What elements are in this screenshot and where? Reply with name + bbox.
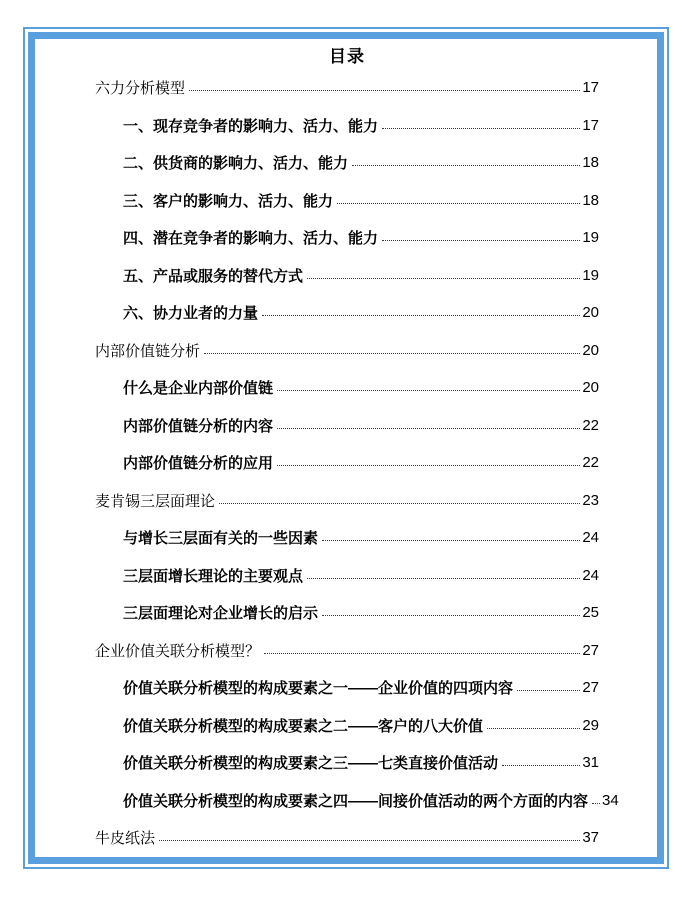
dot-leader [322, 615, 580, 616]
toc-entry[interactable] [95, 482, 599, 520]
toc-entry[interactable] [95, 219, 599, 257]
dot-leader [487, 728, 580, 729]
toc-entry[interactable] [95, 69, 599, 107]
dot-leader [307, 278, 580, 279]
dot-leader [189, 90, 580, 91]
dot-leader [592, 803, 600, 804]
toc-entry-page-number: 31 [582, 754, 599, 772]
dot-leader [517, 690, 580, 691]
toc-entry-page-number: 24 [582, 566, 599, 584]
toc-title: 目录 [329, 47, 365, 66]
toc-entry-label[interactable]: 价值关联分析模型的构成要素之三——七类直接价值活动 [123, 755, 499, 773]
toc-entry-label[interactable]: 什么是企业内部价值链 [123, 380, 274, 398]
toc-entry-page-number: 17 [582, 116, 599, 134]
toc-entry-label[interactable]: 与增长三层面有关的一些因素 [123, 530, 319, 548]
toc-entry-page-number: 22 [582, 454, 599, 472]
dot-leader [204, 353, 580, 354]
toc-list [95, 69, 619, 857]
dot-leader [159, 840, 580, 841]
toc-entry[interactable] [95, 182, 599, 220]
toc-entry-label[interactable]: 四、潜在竞争者的影响力、活力、能力 [123, 230, 379, 248]
dot-leader [277, 390, 580, 391]
dot-leader [382, 128, 580, 129]
toc-entry[interactable] [95, 332, 599, 370]
toc-entry-page-number: 24 [582, 529, 599, 547]
toc-entry[interactable] [95, 594, 599, 632]
dot-leader [502, 765, 580, 766]
toc-entry[interactable] [95, 107, 599, 145]
toc-entry[interactable] [95, 632, 599, 670]
dot-leader [337, 203, 580, 204]
toc-entry-page-number: 20 [582, 304, 599, 322]
toc-entry-label[interactable]: 五、产品或服务的替代方式 [123, 267, 304, 285]
toc-entry-label[interactable]: 麦肯锡三层面理论 [95, 492, 216, 510]
toc-entry[interactable] [95, 144, 599, 182]
dot-leader [307, 578, 580, 579]
toc-entry[interactable] [95, 444, 599, 482]
toc-entry-label[interactable]: 六力分析模型 [95, 80, 186, 98]
toc-entry-page-number: 22 [582, 416, 599, 434]
toc-entry[interactable] [95, 782, 619, 820]
toc-entry[interactable] [95, 519, 599, 557]
toc-entry-label[interactable]: 一、现存竞争者的影响力、活力、能力 [123, 117, 379, 135]
dot-leader [322, 540, 580, 541]
dot-leader [262, 315, 580, 316]
toc-entry[interactable] [95, 407, 599, 445]
toc-entry-label[interactable]: 价值关联分析模型的构成要素之四——间接价值活动的两个方面的内容 [123, 792, 589, 810]
toc-entry-page-number: 17 [582, 79, 599, 97]
toc-entry[interactable] [95, 819, 599, 857]
toc-entry-page-number: 18 [582, 154, 599, 172]
toc-entry-page-number: 23 [582, 491, 599, 509]
toc-entry-page-number: 29 [582, 716, 599, 734]
toc-entry[interactable] [95, 669, 599, 707]
toc-entry-label[interactable]: 价值关联分析模型的构成要素之一——企业价值的四项内容 [123, 680, 514, 698]
toc-entry-page-number: 34 [602, 791, 619, 809]
toc-entry-label[interactable]: 企业价值关联分析模型？ [95, 642, 261, 660]
toc-entry-label[interactable]: 三层面理论对企业增长的启示 [123, 605, 319, 623]
toc-entry-label[interactable]: 三层面增长理论的主要观点 [123, 567, 304, 585]
toc-entry[interactable] [95, 744, 599, 782]
toc-entry-page-number: 25 [582, 604, 599, 622]
toc-entry-page-number: 19 [582, 229, 599, 247]
toc-entry-page-number: 18 [582, 191, 599, 209]
toc-entry[interactable] [95, 294, 599, 332]
toc-entry-page-number: 20 [582, 341, 599, 359]
toc-entry[interactable] [95, 369, 599, 407]
toc-entry-page-number: 20 [582, 379, 599, 397]
toc-entry-page-number: 37 [582, 829, 599, 847]
document-page [23, 27, 669, 869]
toc-entry-label[interactable]: 三、客户的影响力、活力、能力 [123, 192, 334, 210]
toc-entry-label[interactable]: 内部价值链分析的内容 [123, 417, 274, 435]
dot-leader [219, 503, 580, 504]
toc-entry[interactable] [95, 257, 599, 295]
toc-entry-label[interactable]: 六、协力业者的力量 [123, 305, 259, 323]
toc-entry-label[interactable]: 二、供货商的影响力、活力、能力 [123, 155, 349, 173]
toc-entry-label[interactable]: 价值关联分析模型的构成要素之二——客户的八大价值 [123, 717, 484, 735]
page-border-frame [28, 32, 664, 864]
dot-leader [277, 465, 580, 466]
toc-entry-page-number: 27 [582, 679, 599, 697]
toc-entry-label[interactable]: 内部价值链分析 [95, 342, 201, 360]
toc-entry[interactable] [95, 557, 599, 595]
dot-leader [264, 653, 580, 654]
dot-leader [277, 428, 580, 429]
toc-entry[interactable] [95, 707, 599, 745]
dot-leader [352, 165, 580, 166]
toc-entry-label[interactable]: 牛皮纸法 [95, 830, 156, 848]
dot-leader [382, 240, 580, 241]
toc-entry-page-number: 19 [582, 266, 599, 284]
toc-entry-page-number: 27 [582, 641, 599, 659]
toc-entry-label[interactable]: 内部价值链分析的应用 [123, 455, 274, 473]
